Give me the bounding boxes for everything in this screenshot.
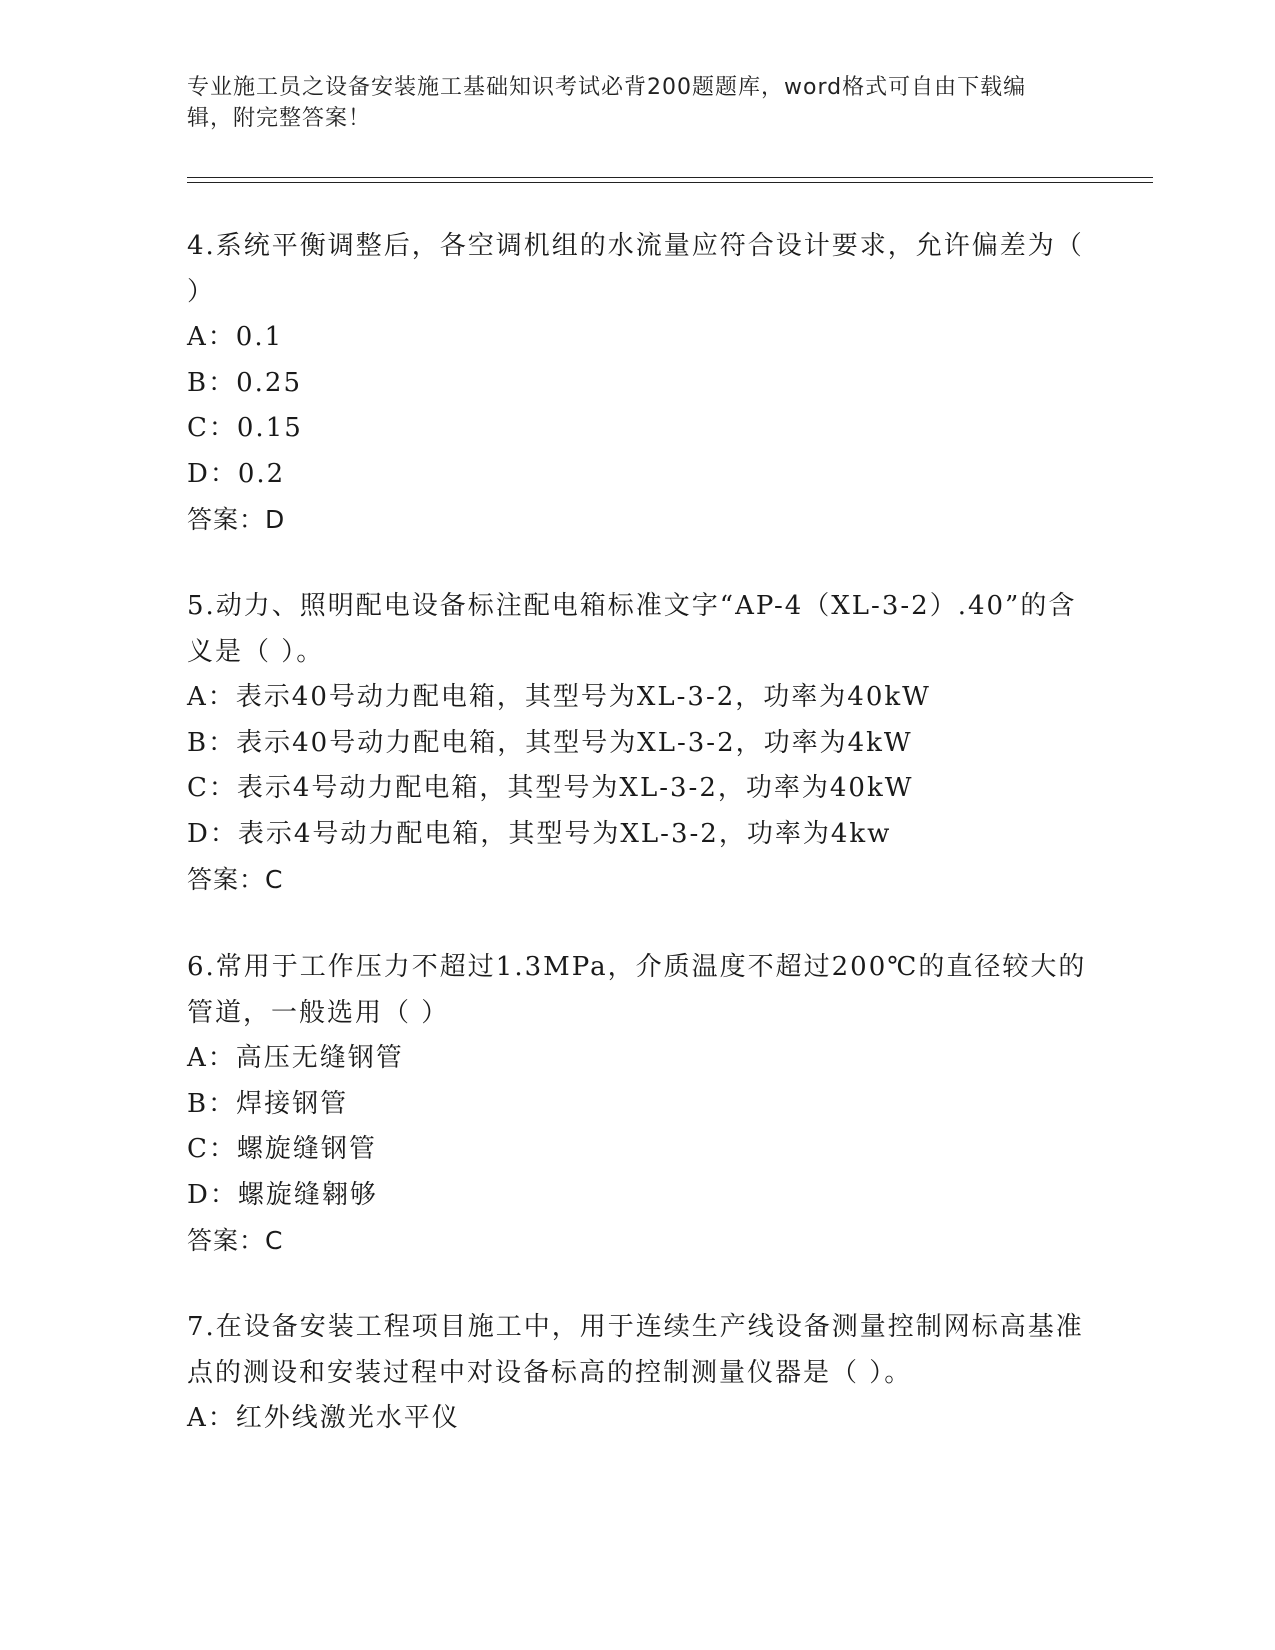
- option-a: A：红外线激光水平仪: [187, 1403, 460, 1433]
- question-stem: 5.动力、照明配电设备标注配电箱标准文字“AP-4（XL-3-2）.40”的含义是（ ）。: [187, 591, 1077, 667]
- option-d: D：表示4号动力配电箱，其型号为XL-3-2，功率为4kw: [187, 818, 892, 849]
- question-stem: 7.在设备安装工程项目施工中，用于连续生产线设备测量控制网标高基准点的测设和安装过程中对设备标高的控制测量仪器是（ ）。: [187, 1312, 1084, 1388]
- option-b: B：0.25: [187, 367, 302, 398]
- option-d: D：0.2: [187, 458, 286, 489]
- option-a: A：表示40号动力配电箱，其型号为XL-3-2，功率为40kW: [187, 682, 931, 712]
- document-header: 专业施工员之设备安装施工基础知识考试必背200题题库，word格式可自由下载编辑，附完整答案！: [187, 75, 1027, 131]
- question-6: [187, 944, 1087, 1264]
- question-7: [187, 1304, 1087, 1442]
- question-5: [187, 583, 1087, 903]
- question-stem: 4.系统平衡调整后，各空调机组的水流量应符合设计要求，允许偏差为（ ）: [187, 231, 1084, 307]
- option-b: B：表示40号动力配电箱，其型号为XL-3-2，功率为4kW: [187, 727, 913, 758]
- option-a: A：高压无缝钢管: [187, 1043, 404, 1073]
- option-c: C：表示4号动力配电箱，其型号为XL-3-2，功率为40kW: [187, 773, 914, 803]
- option-d: D：螺旋缝翱够: [187, 1179, 378, 1210]
- question-stem: 6.常用于工作压力不超过1.3MPa，介质温度不超过200℃的直径较大的管道，一般选用（ ）: [187, 952, 1087, 1028]
- answer-line: 答案：D: [187, 505, 286, 534]
- answer-line: 答案：C: [187, 1226, 284, 1255]
- answer-line: 答案：C: [187, 865, 284, 894]
- header-divider-bottom: [187, 182, 1153, 183]
- option-c: C：螺旋缝钢管: [187, 1134, 377, 1164]
- header-divider-top: [187, 177, 1153, 178]
- question-4: [187, 223, 1087, 543]
- option-a: A：0.1: [187, 322, 284, 352]
- option-b: B：焊接钢管: [187, 1088, 349, 1119]
- option-c: C：0.15: [187, 413, 303, 443]
